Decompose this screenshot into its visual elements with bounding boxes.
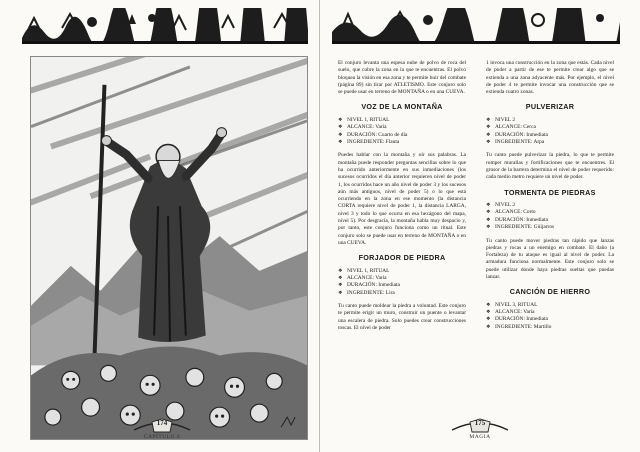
stat-ingredient: ❖ INGREDIENTE: Güijarros	[486, 224, 614, 231]
spell-stats	[338, 268, 466, 298]
stat-range: ❖ ALCANCE: Corto	[486, 209, 614, 216]
stat-ingredient: ❖ INGREDIENTE: Flauta	[338, 139, 466, 146]
spell-heading: FORJADOR DE PIEDRA	[358, 253, 446, 263]
stat-level: ❖ NIVEL 3, RITUAL	[486, 302, 614, 309]
spell-heading: CANCIÓN DE HIERRO	[509, 287, 591, 297]
spell-stats	[338, 117, 466, 147]
spell-stats	[486, 302, 614, 332]
page-number: 174	[156, 419, 168, 427]
stat-ingredient: ❖ INGREDIENTE: Martillo	[486, 324, 614, 331]
stat-level: ❖ NIVEL 2	[486, 202, 614, 209]
stat-range: ❖ ALCANCE: Varía	[338, 275, 466, 282]
spell-stats	[486, 202, 614, 232]
stat-range: ❖ ALCANCE: Varía	[486, 309, 614, 316]
body-paragraph: Tu canto puede pulverizar la piedra, lo que te permite romper murallas y fortificaciones que te encuentres. El grosor de la barrera determina el nivel de poder requerido: cada medio metro requiere un nivel de poder.	[486, 152, 614, 181]
spell-stats	[486, 117, 614, 147]
right-page	[320, 0, 640, 452]
chapter-label: MAGIA	[469, 434, 491, 440]
decorative-header-band	[22, 8, 308, 44]
stat-level: ❖ NIVEL 1, RITUAL	[338, 117, 466, 124]
text-column-1	[338, 60, 466, 332]
left-folio	[132, 418, 192, 446]
right-folio	[450, 418, 510, 446]
stat-duration: ❖ DURACIÓN: Cuarto de día	[338, 132, 466, 139]
stat-range: ❖ ALCANCE: Varía	[338, 124, 466, 131]
stat-duration: ❖ DURACIÓN: Inmediata	[486, 217, 614, 224]
stat-ingredient: ❖ INGREDIENTE: Lira	[338, 290, 466, 297]
decorative-header-band	[332, 8, 620, 44]
body-paragraph: 1 invoca una construcción en la zona que estás. Cada nivel de poder a partir de ese te permite crear algo que se extienda a una zona adyacente más. Por ejemplo, el nivel de poder 4 te permite invocar una construcción que se extienda cuatro zonas.	[486, 60, 614, 96]
stat-duration: ❖ DURACIÓN: Inmediata	[486, 132, 614, 139]
spell-heading: TORMENTA DE PIEDRAS	[504, 187, 596, 197]
stat-duration: ❖ DURACIÓN: Inmediata	[338, 282, 466, 289]
wizard-illustration	[30, 56, 308, 440]
text-column-2	[486, 60, 614, 337]
body-paragraph: Tu canto puede mover piedras tan rápido que lanzas piedras y rocas a un enemigo en combate. El daño (a Fortaleza) de tu ataque es igual al nivel de poder. La armadura funciona normalmente. Este conjuro solo se puede utilizar donde haya piedras sueltas que puedas lanzar.	[486, 237, 614, 280]
spell-heading: VOZ DE LA MONTAÑA	[361, 102, 443, 112]
stat-range: ❖ ALCANCE: Cerca	[486, 124, 614, 131]
spell-heading: PULVERIZAR	[525, 102, 575, 112]
chapter-label: CAPÍTULO 6	[143, 434, 181, 440]
body-paragraph: Puedes hablar con la montaña y oír sus palabras. La montaña puede responder preguntas sencillas sobre lo que ha ocurrido anteriormente en sus inmediaciones (los sucesos ocurridos el día anterior requieren nivel de poder 1, los ocurridos hace un año nivel de poder 3 y los sucesos aún más antiguos, nivel de poder 5) o lo que está ocurriendo en la zona en ese momento (la distancia CORTA requiere nivel de poder 1, la distancia LARGA, nivel 3 y todo lo que ocurra en esa hexágono del mapa, nivel 5). Por desgracia, la montaña habla muy despacio y, por tanto, este conjuro funciona como un ritual. Este conjuro solo se puede usar en terreno de MONTAÑA o en una CUEVA.	[338, 152, 466, 246]
page-number: 175	[474, 419, 486, 427]
stat-level: ❖ NIVEL 1, RITUAL	[338, 268, 466, 275]
stat-level: ❖ NIVEL 2	[486, 117, 614, 124]
body-paragraph: El conjuro levanta una espesa nube de polvo de roca del suelo, que cubre la zona en la que te encuentras. El polvo bloquea la visión en esa zona y te permite huir del combate (página 89) sin tirar por ATLETISMO. Este conjuro solo se puede usar en terreno de MONTAÑA o en una CUEVA.	[338, 60, 466, 96]
body-paragraph: Tu canto puede moldear la piedra a voluntad. Este conjuro te permite erigir un muro, construir un puente o levantar una escalera de piedra. Solo puedes crear construcciones toscas. El nivel de poder	[338, 303, 466, 332]
stat-duration: ❖ DURACIÓN: Inmediata	[486, 316, 614, 323]
stat-ingredient: ❖ INGREDIENTE: Arpa	[486, 139, 614, 146]
